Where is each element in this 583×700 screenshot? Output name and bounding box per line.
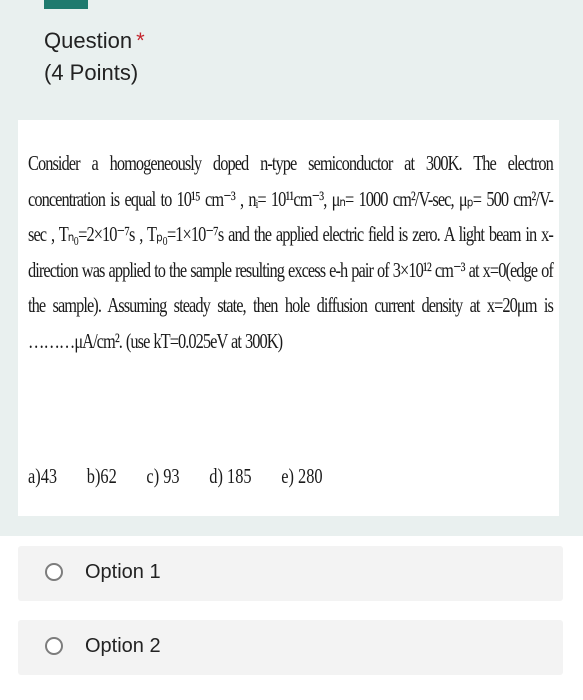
question-points: (4 Points): [44, 60, 139, 85]
question-choice: a)43: [28, 464, 58, 488]
radio-button-option-1[interactable]: [45, 563, 63, 581]
question-choice-list: [28, 464, 323, 489]
question-choice: d) 185: [209, 464, 252, 488]
option-2[interactable]: [18, 620, 563, 675]
question-choice: c) 93: [146, 464, 180, 488]
option-2-label: Option 2: [85, 635, 161, 657]
option-1-label: Option 1: [85, 561, 161, 583]
option-1[interactable]: [18, 546, 563, 601]
accent-bar: [44, 0, 88, 9]
radio-button-option-2[interactable]: [45, 637, 63, 655]
question-label: Question: [44, 28, 133, 53]
question-body: Consider a homogeneously doped n-type semiconductor at 300K. The electron concentration is equal to 10¹⁵ cm⁻³ , nᵢ= 10¹¹cm⁻³, μₙ= 1000 cm²/V-sec, μₚ= 500 cm²/V-sec , Tₙ₀=2×10⁻⁷s , Tₚ₀=1×10⁻⁷s and the applied electric field is zero. A light beam in x-direction was applied to the sample resulting excess e-h pair of 3×10¹² cm⁻³ at x=0(edge of the sample). Assuming steady state, then hole diffusion current density at x=20μm is ………μA/cm². (use kT=0.025eV at 300K): [28, 151, 553, 353]
question-choice: e) 280: [281, 464, 323, 488]
question-title: [44, 28, 145, 54]
question-choice: b)62: [86, 464, 117, 488]
question-image: [18, 120, 559, 516]
required-marker: *: [136, 28, 145, 53]
